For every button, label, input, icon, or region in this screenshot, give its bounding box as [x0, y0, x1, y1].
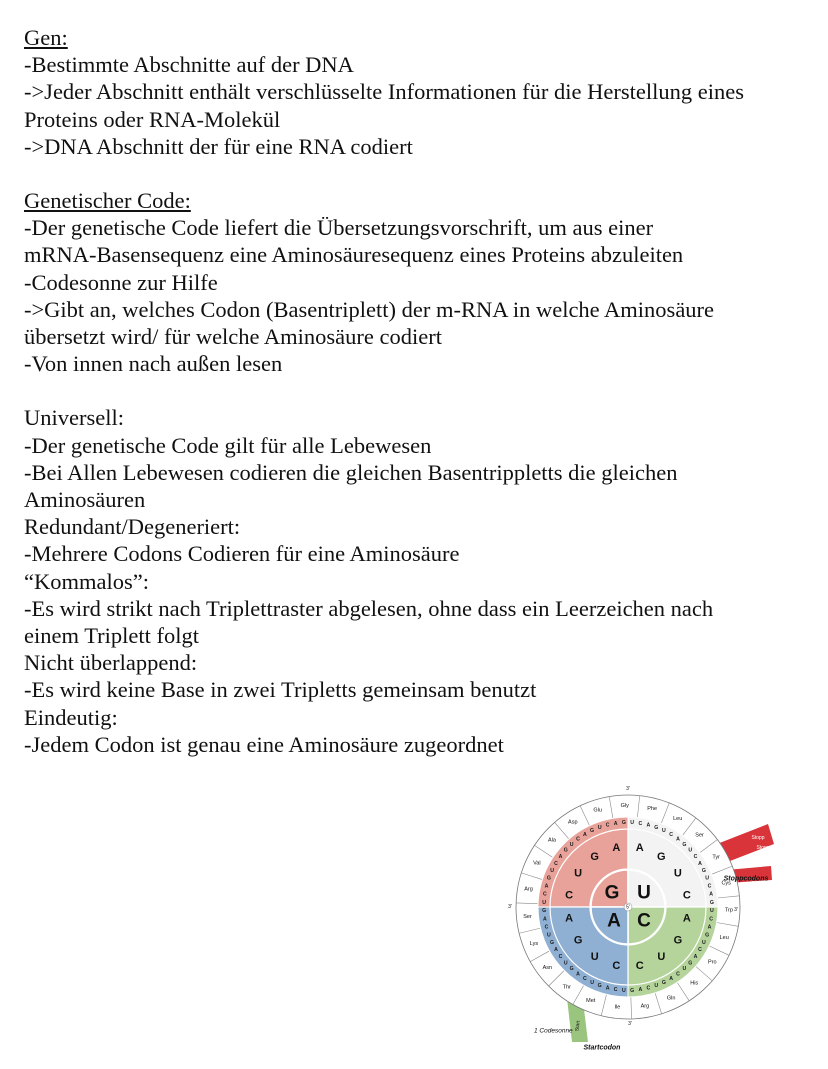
spacer: [24, 377, 814, 404]
third-base-letter: U: [630, 820, 634, 827]
third-base-letter: G: [590, 828, 595, 835]
third-base-letter: C: [576, 836, 580, 843]
second-base-letter: G: [573, 934, 583, 947]
third-base-letter: G: [701, 868, 706, 875]
heading-gen: Gen:: [24, 25, 68, 50]
text-line: -Bestimmte Abschnitte auf der DNA: [24, 52, 354, 78]
amino-acid-label: Asp: [568, 819, 578, 826]
third-base-letter: C: [558, 954, 563, 961]
third-base-letter: C: [605, 822, 610, 829]
third-base-letter: A: [646, 822, 651, 829]
third-base-letter: A: [676, 836, 680, 843]
second-base-letter: G: [673, 934, 683, 947]
third-base-letter: A: [576, 971, 580, 978]
three-prime-top-label: 3': [626, 786, 630, 792]
amino-acid-label: Phe: [647, 805, 658, 812]
third-base-letter: C: [693, 853, 698, 860]
second-base-letter: A: [565, 912, 574, 925]
third-base-letter: C: [646, 985, 651, 992]
amino-acid-label: Asn: [542, 964, 553, 971]
amino-acid-label: Leu: [719, 934, 729, 941]
start-label: Start: [574, 1020, 582, 1032]
property-heading: Nicht überlappend:: [24, 650, 198, 676]
third-base-letter: G: [688, 960, 693, 967]
amino-acid-label: Arg: [524, 886, 533, 893]
startcodon-label: Startcodon: [583, 1044, 621, 1052]
amino-acid-label: Pro: [708, 959, 717, 966]
third-base-letter: C: [698, 947, 702, 954]
third-base-letter: A: [669, 976, 674, 983]
second-base-letter: C: [612, 959, 621, 972]
third-base-letter: U: [542, 899, 546, 906]
second-base-letter: U: [590, 950, 599, 963]
inner-base-letter: C: [637, 910, 651, 932]
second-base-letter: U: [574, 867, 583, 880]
third-base-letter: A: [613, 820, 618, 827]
amino-acid-label: Arg: [640, 1003, 650, 1010]
text-line: -Codesonne zur Hilfe: [24, 269, 218, 295]
three-prime-left-label: 3': [508, 904, 512, 910]
amino-acid-label: Ile: [614, 1004, 621, 1011]
third-base-letter: A: [544, 883, 549, 890]
amino-acid-label: Trp: [724, 907, 733, 914]
third-base-letter: U: [547, 932, 551, 939]
second-base-letter: G: [657, 851, 666, 864]
third-base-letter: C: [554, 860, 558, 867]
second-base-letter: A: [612, 842, 621, 855]
third-base-letter: C: [544, 924, 549, 931]
text-line: einem Triplett folgt: [24, 623, 200, 649]
third-base-letter: G: [630, 987, 635, 994]
second-base-letter: A: [635, 842, 644, 855]
stop-label: Stopp: [756, 845, 770, 851]
third-base-letter: C: [707, 883, 712, 890]
amino-acid-label: Ser: [523, 914, 532, 921]
amino-acid-label: Thr: [562, 984, 571, 991]
stop-label: Stopp: [751, 835, 765, 841]
third-base-letter: A: [638, 987, 643, 994]
heading-genetischer-code: Genetischer Code:: [24, 188, 191, 214]
amino-acid-label: Glu: [593, 807, 602, 814]
text-line: -Jedem Codon ist genau eine Aminosäure zugeordnet: [24, 731, 504, 757]
third-base-letter: A: [707, 924, 712, 931]
text-line: Aminosäuren: [24, 487, 146, 513]
third-base-letter: U: [622, 987, 626, 994]
third-base-letter: C: [582, 976, 587, 983]
text-line: mRNA-Basensequenz eine Aminosäuresequenz eines Proteins abzuleiten: [24, 242, 684, 268]
third-base-letter: U: [590, 979, 594, 986]
third-base-letter: U: [569, 841, 574, 848]
second-base-letter: C: [565, 889, 574, 902]
third-base-letter: A: [698, 860, 702, 867]
codesonne-diagram: [506, 780, 788, 1060]
amino-acid-label: Ala: [548, 837, 557, 844]
amino-acid-label: Tyr: [712, 854, 720, 861]
second-base-letter: C: [635, 959, 644, 972]
third-base-letter: C: [638, 820, 643, 827]
property-heading: Eindeutig:: [24, 704, 118, 730]
amino-acid-label: Cys: [721, 880, 731, 887]
document-body: [24, 24, 814, 758]
third-base-letter: A: [543, 916, 547, 923]
third-base-letter: C: [613, 987, 618, 994]
third-base-letter: U: [702, 939, 706, 946]
second-base-letter: C: [682, 889, 691, 902]
amino-acid-label: Gly: [620, 803, 629, 810]
text-line: -Es wird strikt nach Triplettraster abgelesen, ohne dass ein Leerzeichen nach: [24, 595, 714, 621]
third-base-letter: A: [582, 831, 587, 838]
third-base-letter: G: [709, 899, 714, 906]
second-base-letter: G: [590, 851, 599, 864]
third-base-letter: C: [543, 891, 547, 898]
codesonne-caption: 1 Codesonne: [534, 1027, 573, 1035]
second-base-letter: U: [657, 950, 666, 963]
spacer: [24, 160, 814, 187]
third-base-letter: C: [669, 831, 674, 838]
third-base-letter: G: [550, 939, 555, 946]
inner-base-letter: A: [607, 910, 621, 932]
text-line: -Der genetische Code liefert die Übersetzungsvorschrift, um aus einer: [24, 215, 654, 241]
third-base-letter: U: [688, 847, 693, 854]
third-base-letter: U: [597, 824, 602, 831]
text-line: -Von innen nach außen lesen: [24, 351, 283, 377]
third-base-letter: C: [676, 971, 680, 978]
property-heading: Redundant/Degeneriert:: [24, 514, 241, 540]
second-base-letter: A: [682, 912, 691, 925]
third-base-letter: G: [661, 979, 666, 986]
amino-acid-label: His: [690, 980, 699, 987]
stop-label: Stopp: [751, 881, 765, 887]
third-base-letter: G: [654, 824, 659, 831]
amino-acid-label: Leu: [673, 816, 683, 823]
third-base-letter: A: [709, 891, 713, 898]
third-base-letter: U: [563, 960, 568, 967]
amino-acid-label: Lys: [529, 940, 539, 947]
text-line: -Der genetische Code gilt für alle Lebewesen: [24, 432, 432, 458]
five-prime-label: 5': [626, 904, 630, 911]
third-base-letter: G: [597, 983, 602, 990]
text-line: Proteins oder RNA-Molekül: [24, 106, 281, 132]
amino-acid-label: Val: [533, 860, 541, 867]
amino-acid-label: Gln: [666, 995, 676, 1002]
third-base-letter: A: [605, 985, 610, 992]
inner-base-letter: G: [604, 882, 620, 904]
text-line: ->Gibt an, welches Codon (Basentriplett) der m-RNA in welche Aminosäure: [24, 296, 715, 322]
third-base-letter: G: [682, 841, 687, 848]
third-base-letter: G: [705, 932, 710, 939]
stopcodons-label: Stoppcodons: [723, 875, 769, 883]
third-base-letter: A: [693, 954, 698, 961]
third-base-letter: G: [563, 847, 568, 854]
text-line: übersetzt wird/ für welche Aminosäure codiert: [24, 324, 442, 350]
third-base-letter: C: [709, 916, 713, 923]
third-base-letter: U: [682, 966, 687, 973]
amino-acid-label: Ser: [695, 832, 704, 839]
second-base-letter: U: [673, 867, 682, 880]
property-heading: “Kommalos”:: [24, 568, 149, 594]
inner-base-letter: U: [637, 882, 651, 904]
third-base-letter: G: [621, 820, 626, 827]
third-base-letter: U: [550, 868, 554, 875]
text-line: -Es wird keine Base in zwei Tripletts gemeinsam benutzt: [24, 677, 537, 703]
third-base-letter: U: [710, 908, 714, 915]
three-prime-bottom-label: 3': [628, 1021, 632, 1027]
third-base-letter: A: [558, 853, 563, 860]
third-base-letter: U: [654, 983, 659, 990]
three-prime-right-label: 3': [734, 907, 738, 913]
text-line: ->Jeder Abschnitt enthält verschlüsselte Informationen für die Herstellung eines: [24, 79, 744, 105]
third-base-letter: U: [705, 875, 709, 882]
third-base-letter: G: [569, 966, 574, 973]
third-base-letter: U: [662, 828, 666, 835]
text-line: -Mehrere Codons Codieren für eine Aminosäure: [24, 541, 460, 567]
text-line: ->DNA Abschnitt der für eine RNA codiert: [24, 133, 413, 159]
amino-acid-label: Met: [586, 997, 596, 1004]
third-base-letter: G: [542, 908, 547, 915]
third-base-letter: G: [546, 875, 551, 882]
property-heading: Universell:: [24, 405, 124, 431]
text-line: -Bei Allen Lebewesen codieren die gleichen Basentrippletts die gleichen: [24, 459, 678, 485]
third-base-letter: A: [554, 947, 558, 954]
